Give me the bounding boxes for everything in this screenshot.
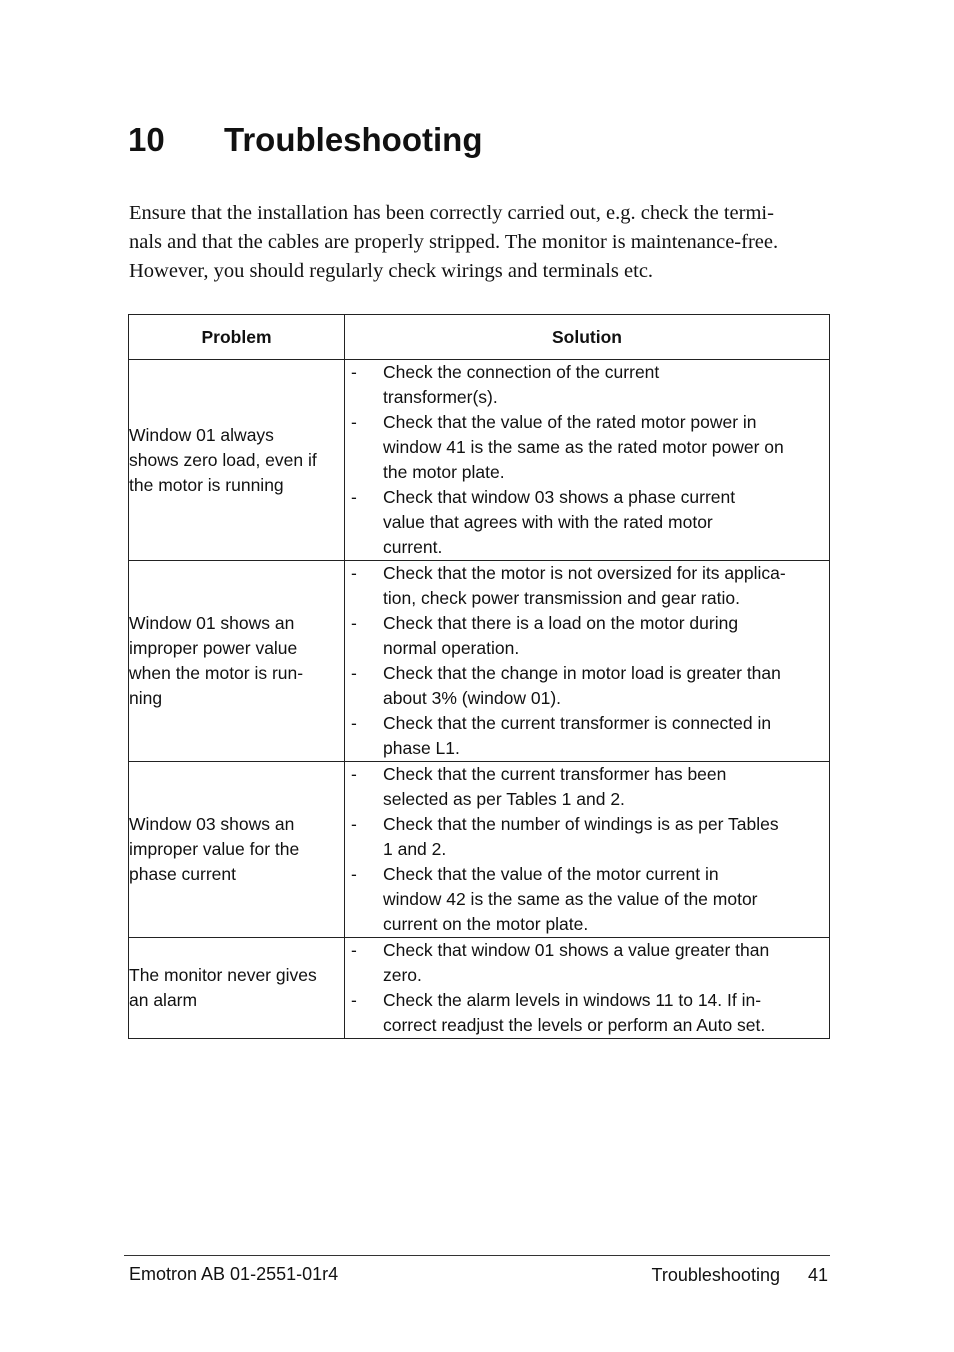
solution-item xyxy=(345,661,829,711)
bullet-dash: - xyxy=(351,940,357,960)
table-header-row xyxy=(129,315,830,360)
problem-text-line: ning xyxy=(129,688,163,708)
solution-text-line: 1 and 2. xyxy=(383,839,447,859)
solution-text-line: correct readjust the levels or perform an Auto set. xyxy=(383,1015,766,1035)
bullet-dash: - xyxy=(351,713,357,733)
solution-text-line: phase L1. xyxy=(383,738,460,758)
solution-item xyxy=(345,360,829,410)
problem-cell xyxy=(129,762,345,938)
solution-text-line: value that agrees with with the rated motor xyxy=(383,512,713,532)
column-header-solution: Solution xyxy=(345,315,830,360)
problem-cell xyxy=(129,561,345,762)
problem-text-line: when the motor is run- xyxy=(129,663,304,683)
problem-text-line: shows zero load, even if xyxy=(129,449,317,470)
solution-text-line: Check that the current transformer has been xyxy=(383,764,727,784)
solution-text-line: normal operation. xyxy=(383,638,520,658)
solution-cell xyxy=(345,762,830,938)
intro-line: Ensure that the installation has been correctly carried out, e.g. check the termi- xyxy=(129,202,774,224)
solution-text-line: window 42 is the same as the value of the motor xyxy=(383,889,758,909)
solution-item xyxy=(345,762,829,812)
solution-text-line: Check that the value of the rated motor power in xyxy=(383,412,757,432)
bullet-dash: - xyxy=(351,764,357,784)
footer-section: Troubleshooting xyxy=(651,1265,780,1285)
solution-cell xyxy=(345,938,830,1039)
solution-text-line: Check that the current transformer is connected in xyxy=(383,713,772,733)
footer-doc-ref: Emotron AB 01-2551-01r4 xyxy=(129,1264,339,1284)
solution-text-line: Check that the number of windings is as per Tables xyxy=(383,814,779,834)
solution-text-line: tion, check power transmission and gear ratio. xyxy=(383,588,740,608)
solution-text-line: transformer(s). xyxy=(383,387,498,407)
bullet-dash: - xyxy=(351,663,357,683)
solution-text-line: current on the motor plate. xyxy=(383,914,589,934)
solution-item xyxy=(345,611,829,661)
solution-text-line: the motor plate. xyxy=(383,462,505,482)
solution-text-line: Check that window 03 shows a phase current xyxy=(383,487,736,507)
solution-item xyxy=(345,812,829,862)
table-row xyxy=(129,762,830,938)
solution-item xyxy=(345,862,829,937)
footer-divider xyxy=(124,1255,830,1256)
problem-text-line: improper value for the xyxy=(129,839,300,859)
footer-right xyxy=(652,1263,828,1287)
chapter-title: Troubleshooting xyxy=(224,121,483,158)
bullet-dash: - xyxy=(351,864,357,884)
solution-text-line: zero. xyxy=(383,965,422,985)
bullet-dash: - xyxy=(351,362,357,382)
table-row xyxy=(129,938,830,1039)
bullet-dash: - xyxy=(351,563,357,583)
problem-text-line: Window 03 shows an xyxy=(129,814,295,834)
page-number: 41 xyxy=(807,1265,828,1285)
bullet-dash: - xyxy=(351,487,357,507)
bullet-dash: - xyxy=(351,990,357,1010)
solution-cell xyxy=(345,561,830,762)
problem-text-line: The monitor never gives xyxy=(129,965,317,985)
solution-item xyxy=(345,988,829,1038)
solution-text-line: window 41 is the same as the rated motor power on xyxy=(383,437,784,457)
table-row xyxy=(129,360,830,561)
chapter-number: 10 xyxy=(128,121,165,158)
solution-text-line: Check that the change in motor load is greater than xyxy=(383,663,781,683)
problem-text-line: phase current xyxy=(129,864,237,884)
intro-line: nals and that the cables are properly stripped. The monitor is maintenance-free. xyxy=(129,231,779,253)
problem-cell xyxy=(129,938,345,1039)
troubleshooting-table xyxy=(128,314,830,1039)
problem-text-line: the motor is running xyxy=(129,474,284,495)
column-header-problem: Problem xyxy=(129,315,345,360)
solution-item xyxy=(345,938,829,988)
problem-text-line: Window 01 always xyxy=(129,424,274,445)
solution-text-line: Check the alarm levels in windows 11 to 14. If in- xyxy=(383,990,762,1010)
solution-item xyxy=(345,410,829,485)
table-row xyxy=(129,561,830,762)
intro-paragraph xyxy=(129,199,829,286)
solution-text-line: Check the connection of the current xyxy=(383,362,660,382)
solution-text-line: current. xyxy=(383,537,443,557)
solution-text-line: about 3% (window 01). xyxy=(383,688,562,708)
solution-item xyxy=(345,485,829,560)
problem-cell xyxy=(129,360,345,561)
problem-text-line: Window 01 shows an xyxy=(129,613,295,633)
solution-text-line: selected as per Tables 1 and 2. xyxy=(383,789,625,809)
solution-item xyxy=(345,561,829,611)
problem-text-line: an alarm xyxy=(129,990,198,1010)
intro-line: However, you should regularly check wirings and terminals etc. xyxy=(129,260,654,282)
problem-text-line: improper power value xyxy=(129,638,298,658)
bullet-dash: - xyxy=(351,613,357,633)
bullet-dash: - xyxy=(351,814,357,834)
solution-text-line: Check that the value of the motor current in xyxy=(383,864,719,884)
chapter-heading xyxy=(128,118,482,162)
solution-item xyxy=(345,711,829,761)
solution-cell xyxy=(345,360,830,561)
solution-text-line: Check that there is a load on the motor during xyxy=(383,613,739,633)
solution-text-line: Check that window 01 shows a value greater than xyxy=(383,940,770,960)
solution-text-line: Check that the motor is not oversized for its applica- xyxy=(383,563,786,583)
bullet-dash: - xyxy=(351,412,357,432)
